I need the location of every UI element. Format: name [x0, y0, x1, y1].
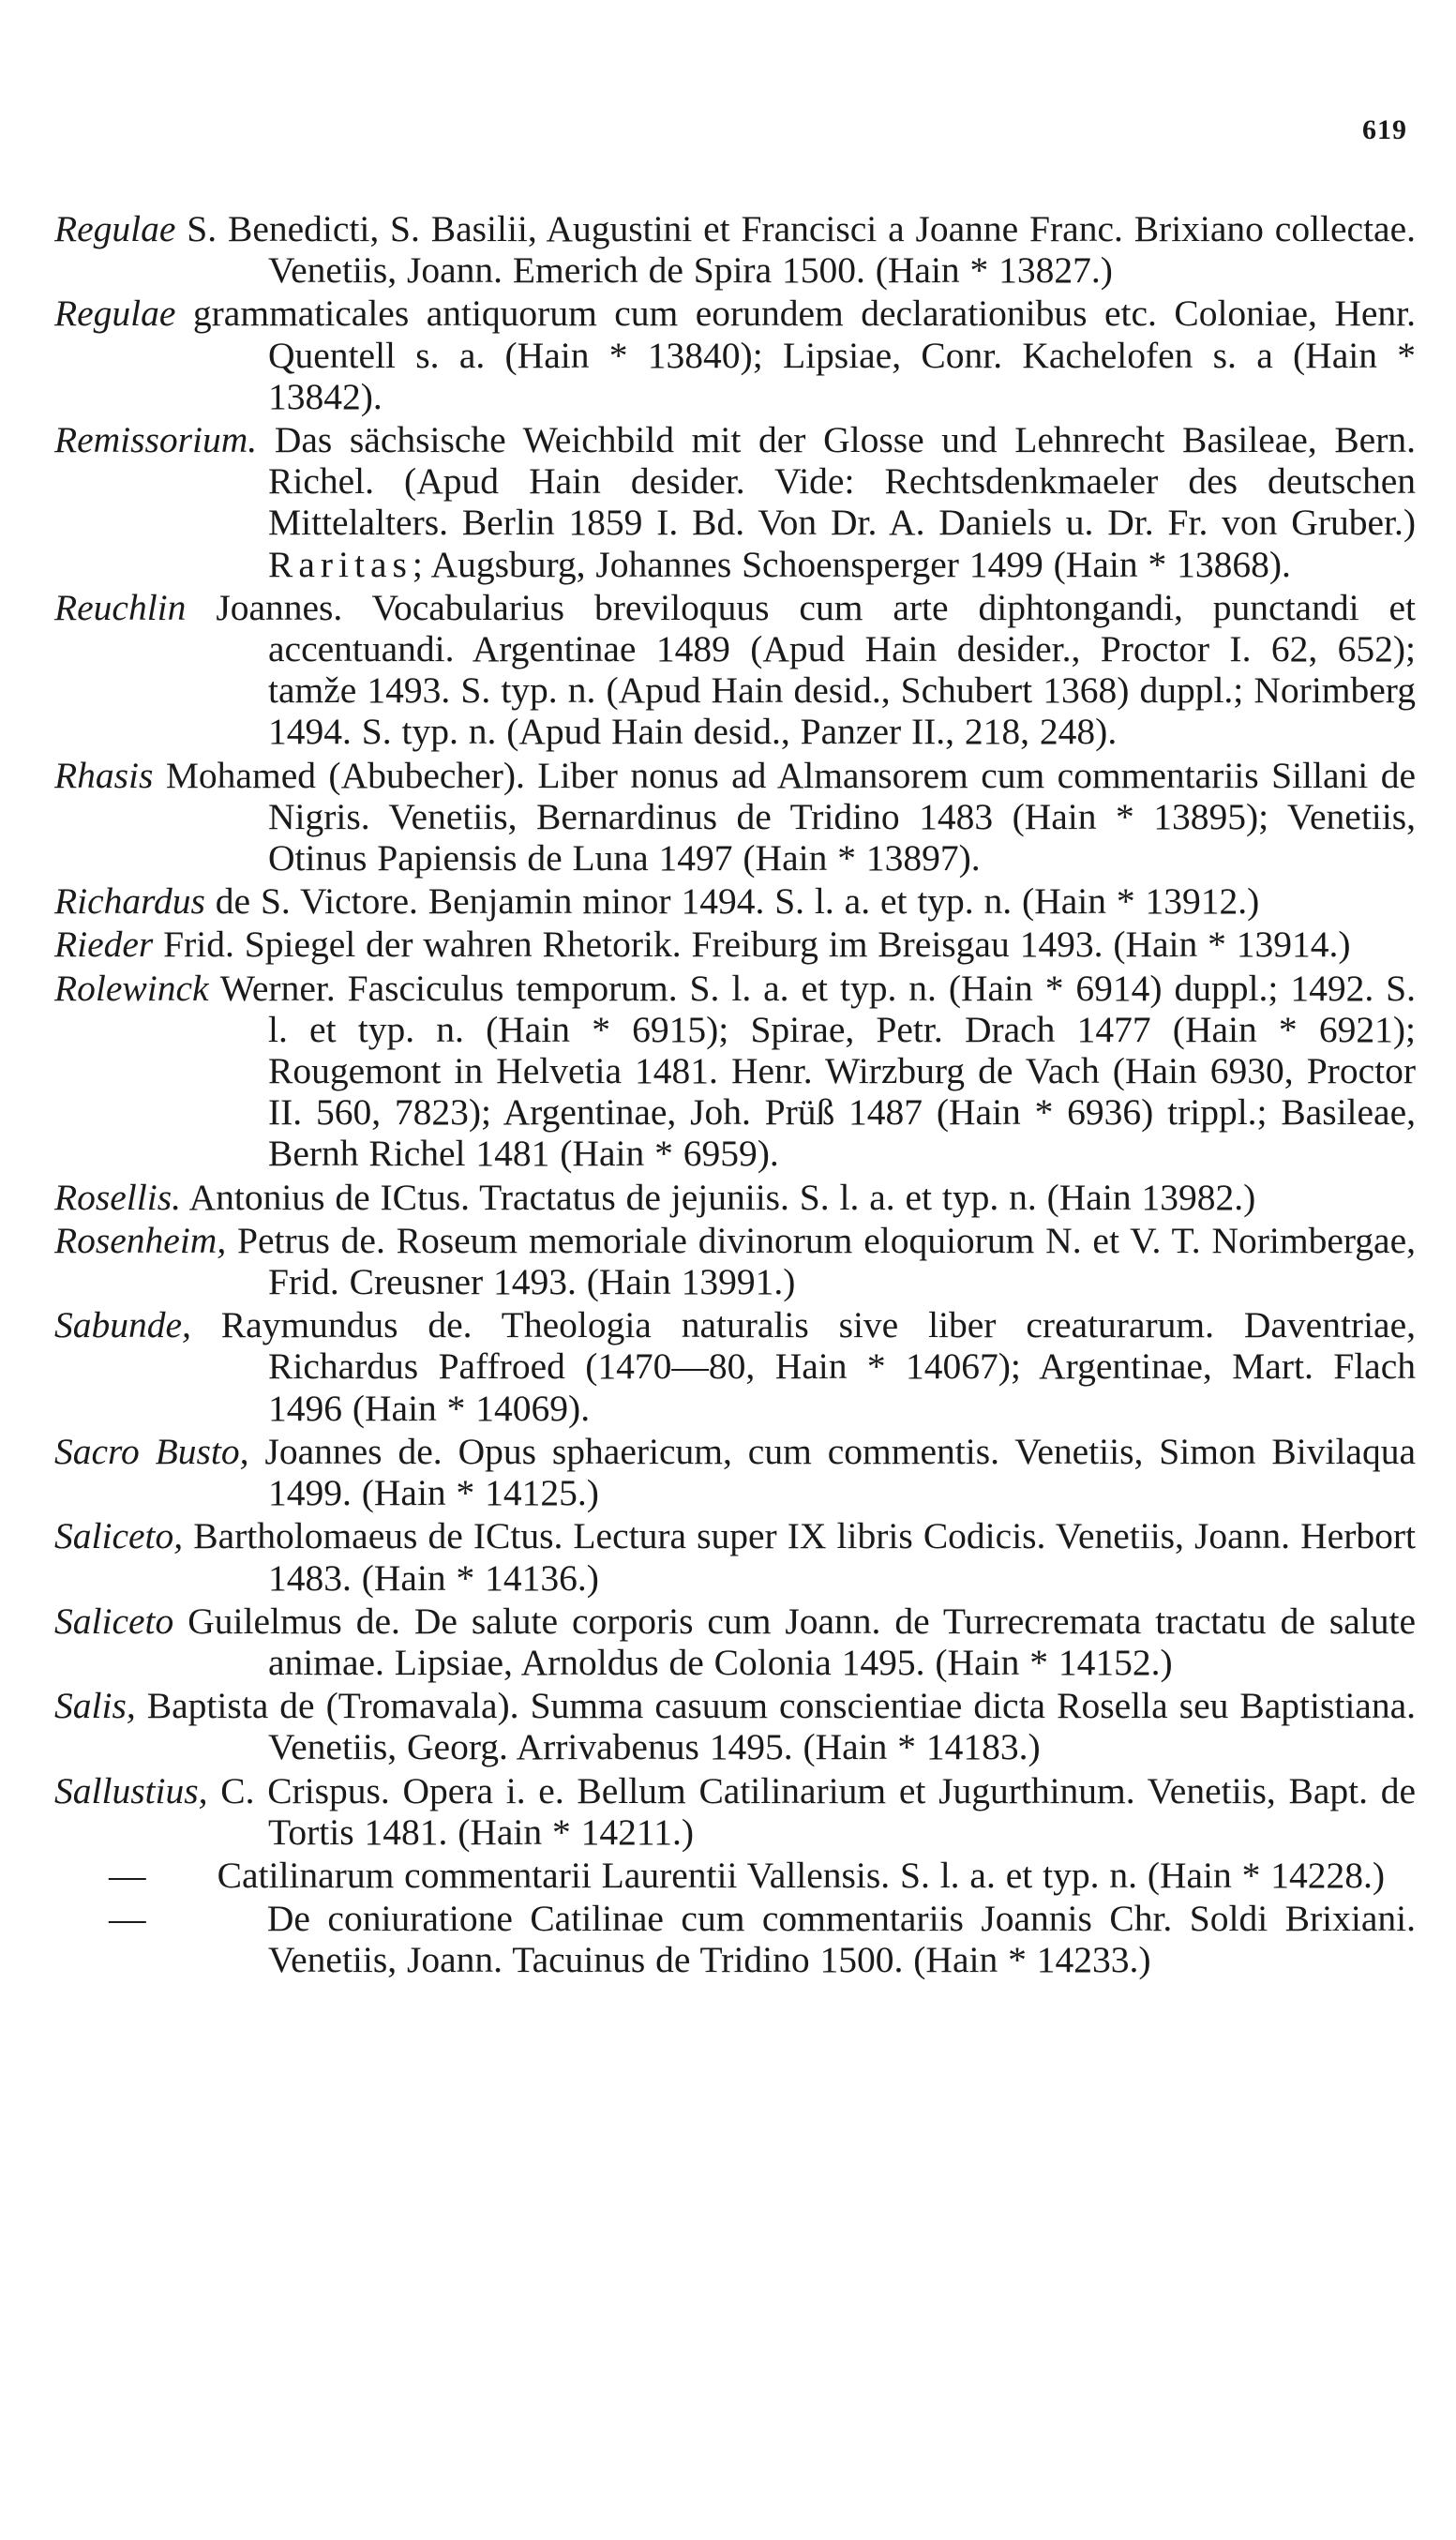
bibliography-list — [54, 208, 1416, 1983]
entry-heading: Rolewinck — [54, 967, 209, 1009]
entry-heading: Rhasis — [54, 754, 154, 796]
bibliography-entry — [54, 587, 1416, 753]
entry-text: Petrus de. Roseum memoriale divinorum eloquiorum N. et V. T. Norimbergae, Frid. Creusner 1493. (Hain 13991.) — [226, 1219, 1416, 1303]
entry-heading: Sabunde, — [54, 1304, 191, 1346]
entry-text: C. Crispus. Opera i. e. Bellum Catilinarium et Jugurthinum. Venetiis, Bapt. de Tortis 1481. (Hain * 14211.) — [207, 1769, 1416, 1853]
bibliography-entry — [54, 1304, 1416, 1429]
bibliography-entry — [54, 1601, 1416, 1683]
bibliography-entry — [54, 293, 1416, 417]
bibliography-entry — [54, 208, 1416, 291]
bibliography-entry — [54, 1220, 1416, 1302]
entry-text: de S. Victore. Benjamin minor 1494. S. l. a. et typ. n. (Hain * 13912.) — [204, 880, 1260, 923]
entry-heading: Salis, — [54, 1685, 136, 1727]
ditto-dash: — — [109, 1898, 146, 1940]
entry-heading: Sallustius, — [54, 1769, 208, 1811]
ditto-dash: — — [109, 1854, 146, 1896]
entry-heading: Rosellis. — [54, 1176, 181, 1218]
entry-heading: Remissorium. — [54, 419, 258, 461]
entry-heading: Rosenheim, — [54, 1219, 227, 1261]
bibliography-sub-entry — [54, 1898, 1416, 1980]
bibliography-entry — [54, 419, 1416, 585]
entry-heading: Saliceto — [54, 1600, 174, 1642]
entry-text: Joannes. Vocabularius breviloquus cum arte diphtongandi, punctandi et accentuandi. Argentinae 1489 (Apud Hain desider., Proctor I. 62, 652); tamže 1493. S. typ. n. (Apud Hain desid., Schubert 1368) duppl.; Norimberg 1494. S. typ. n. (Apud Hain desid., Panzer II., 218, 248). — [186, 586, 1416, 753]
bibliography-entry — [54, 1431, 1416, 1513]
bibliography-entry — [54, 1177, 1416, 1218]
entry-heading: Reuchlin — [54, 586, 187, 628]
entry-text: De coniuratione Catilinae cum commentariis Joannis Chr. Soldi Brixiani. Venetiis, Joann. Tacuinus de Tridino 1500. (Hain * 14233.) — [266, 1898, 1417, 1981]
bibliography-entry — [54, 1770, 1416, 1853]
entry-emphasis: Raritas — [268, 543, 413, 585]
entry-heading: Regulae — [54, 208, 176, 249]
entry-text: Raymundus de. Theologia naturalis sive liber creaturarum. Daventriae, Richardus Paffroed (1470—80, Hain * 14067); Argentinae, Mart. Flach 1496 (Hain * 14069). — [190, 1304, 1416, 1429]
entry-heading: Sacro Busto, — [54, 1430, 249, 1472]
entry-text: Bartholomaeus de ICtus. Lectura super IX libris Codicis. Venetiis, Joann. Herbort 1483. (Hain * 14136.) — [183, 1515, 1416, 1599]
bibliography-sub-entry — [54, 1855, 1416, 1896]
entry-text: Guilelmus de. De salute corporis cum Joann. de Turrecremata tractatu de salute animae. Lipsiae, Arnoldus de Colonia 1495. (Hain * 14152.) — [173, 1600, 1416, 1683]
entry-heading: Richardus — [54, 880, 205, 923]
entry-text: Antonius de ICtus. Tractatus de jejuniis. S. l. a. et typ. n. (Hain 13982.) — [180, 1176, 1256, 1218]
entry-text: Joannes de. Opus sphaericum, cum commentis. Venetiis, Simon Bivilaqua 1499. (Hain * 14125.) — [248, 1430, 1416, 1514]
entry-text: Baptista de (Tromavala). Summa casuum conscientiae dicta Rosella seu Baptistiana. Venetiis, Georg. Arrivabenus 1495. (Hain * 14183.) — [135, 1685, 1416, 1768]
bibliography-entry — [54, 924, 1416, 965]
entry-heading: Regulae — [54, 293, 176, 335]
entry-text: Mohamed (Abubecher). Liber nonus ad Almansorem cum commentariis Sillani de Nigris. Venetiis, Bernardinus de Tridino 1483 (Hain * 13895); Venetiis, Otinus Papiensis de Luna 1497 (Hain * 13897). — [153, 754, 1416, 879]
page-number: 619 — [1362, 114, 1407, 145]
entry-text: S. Benedicti, S. Basilii, Augustini et Francisci a Joanne Franc. Brixiano collectae. Venetiis, Joann. Emerich de Spira 1500. (Hain * 13827.) — [175, 208, 1416, 292]
entry-heading: Rieder — [54, 924, 154, 966]
entry-text-tail: ; Augsburg, Johannes Schoensperger 1499 (Hain * 13868). — [412, 543, 1291, 585]
entry-text: Das sächsische Weichbild mit der Glosse und Lehnrecht Basileae, Bern. Richel. (Apud Hain desider. Vide: Rechtsdenkmaeler des deutschen Mittelalters. Berlin 1859 I. Bd. Von Dr. A. Daniels u. Dr. Fr. von Gruber.) — [257, 419, 1416, 544]
bibliography-entry — [54, 1515, 1416, 1598]
entry-heading: Saliceto, — [54, 1515, 184, 1557]
entry-text: Catilinarum commentarii Laurentii Vallensis. S. l. a. et typ. n. (Hain * 14228.) — [217, 1854, 1386, 1896]
entry-text: grammaticales antiquorum cum eorundem declarationibus etc. Coloniae, Henr. Quentell s. a. (Hain * 13840); Lipsiae, Conr. Kachelofen s. a (Hain * 13842). — [175, 293, 1416, 417]
bibliography-entry — [54, 968, 1416, 1175]
bibliography-entry — [54, 1685, 1416, 1767]
entry-text: Werner. Fasciculus temporum. S. l. a. et typ. n. (Hain * 6914) duppl.; 1492. S. l. et typ. n. (Hain * 6915); Spirae, Petr. Drach 1477 (Hain * 6921); Rougemont in Helvetia 1481. Henr. Wirzburg de Vach (Hain 6930, Proctor II. 560, 7823); Argentinae, Joh. Prüß 1487 (Hain * 6936) trippl.; Basileae, Bernh Richel 1481 (Hain * 6959). — [208, 967, 1416, 1175]
bibliography-entry — [54, 755, 1416, 879]
entry-text: Frid. Spiegel der wahren Rhetorik. Freiburg im Breisgau 1493. (Hain * 13914.) — [153, 924, 1351, 966]
bibliography-entry — [54, 880, 1416, 922]
